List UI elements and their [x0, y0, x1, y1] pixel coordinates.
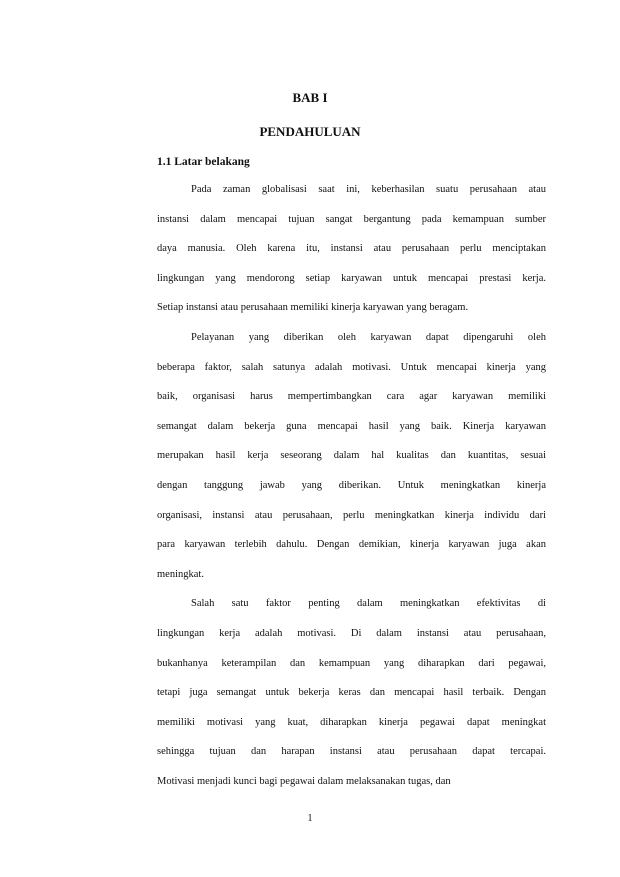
- section-heading: 1.1 Latar belakang: [157, 156, 250, 168]
- text-line: Motivasi menjadi kunci bagi pegawai dalam melaksanakan tugas, dan: [157, 776, 451, 787]
- text-line: Pada zaman globalisasi saat ini, keberhasilan suatu perusahaan atau: [191, 184, 546, 195]
- text-line: semangat dalam bekerja guna mencapai hasil yang baik. Kinerja karyawan: [157, 421, 546, 432]
- text-line: Setiap instansi atau perusahaan memiliki kinerja karyawan yang beragam.: [157, 302, 469, 313]
- text-line: meningkat.: [157, 569, 204, 580]
- text-line: Pelayanan yang diberikan oleh karyawan dapat dipengaruhi oleh: [191, 332, 546, 343]
- text-line: sehingga tujuan dan harapan instansi atau perusahaan dapat tercapai.: [157, 746, 546, 757]
- text-line: beberapa faktor, salah satunya adalah motivasi. Untuk mencapai kinerja yang: [157, 362, 546, 373]
- text-line: merupakan hasil kerja seseorang dalam hal kualitas dan kuantitas, sesuai: [157, 450, 546, 461]
- text-line: baik, organisasi harus mempertimbangkan cara agar karyawan memiliki: [157, 391, 546, 402]
- text-line: organisasi, instansi atau perusahaan, perlu meningkatkan kinerja individu dari: [157, 510, 546, 521]
- text-line: dengan tanggung jawab yang diberikan. Untuk meningkatkan kinerja: [157, 480, 546, 491]
- page-number: 1: [307, 813, 313, 824]
- text-line: lingkungan kerja adalah motivasi. Di dalam instansi atau perusahaan,: [157, 628, 546, 639]
- text-line: daya manusia. Oleh karena itu, instansi atau perusahaan perlu menciptakan: [157, 243, 546, 254]
- text-line: para karyawan terlebih dahulu. Dengan demikian, kinerja karyawan juga akan: [157, 539, 546, 550]
- text-line: instansi dalam mencapai tujuan sangat bergantung pada kemampuan sumber: [157, 214, 546, 225]
- text-line: Salah satu faktor penting dalam meningkatkan efektivitas di: [191, 598, 546, 609]
- text-line: bukanhanya keterampilan dan kemampuan yang diharapkan dari pegawai,: [157, 658, 546, 669]
- text-line: tetapi juga semangat untuk bekerja keras dan mencapai hasil terbaik. Dengan: [157, 687, 546, 698]
- chapter-title: PENDAHULUAN: [259, 124, 361, 139]
- chapter-heading: BAB I: [292, 90, 328, 105]
- text-line: lingkungan yang mendorong setiap karyawan untuk mencapai prestasi kerja.: [157, 273, 546, 284]
- text-line: memiliki motivasi yang kuat, diharapkan kinerja pegawai dapat meningkat: [157, 717, 546, 728]
